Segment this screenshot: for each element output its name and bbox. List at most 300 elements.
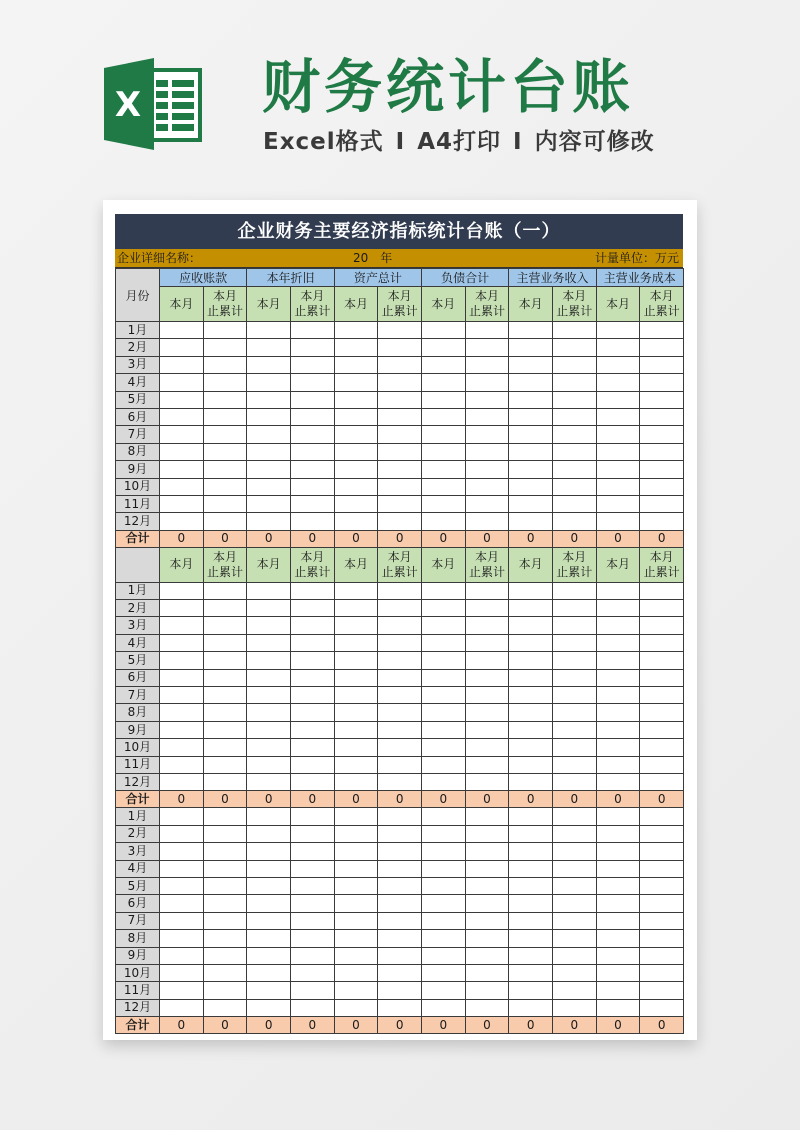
data-cell[interactable] bbox=[160, 756, 204, 773]
data-cell[interactable] bbox=[640, 582, 684, 599]
data-cell[interactable] bbox=[509, 808, 553, 825]
data-cell[interactable] bbox=[552, 582, 596, 599]
data-cell[interactable] bbox=[596, 461, 640, 478]
data-cell[interactable] bbox=[421, 860, 465, 877]
data-cell[interactable] bbox=[640, 825, 684, 842]
data-cell[interactable] bbox=[640, 652, 684, 669]
data-cell[interactable] bbox=[465, 808, 509, 825]
data-cell[interactable] bbox=[509, 426, 553, 443]
data-cell[interactable] bbox=[160, 877, 204, 894]
data-cell[interactable] bbox=[552, 739, 596, 756]
data-cell[interactable] bbox=[421, 947, 465, 964]
data-cell[interactable] bbox=[596, 860, 640, 877]
data-cell[interactable] bbox=[334, 322, 378, 339]
data-cell[interactable] bbox=[596, 478, 640, 495]
data-cell[interactable] bbox=[247, 808, 291, 825]
data-cell[interactable] bbox=[596, 947, 640, 964]
data-cell[interactable] bbox=[596, 739, 640, 756]
data-cell[interactable] bbox=[160, 860, 204, 877]
data-cell[interactable] bbox=[640, 947, 684, 964]
data-cell[interactable] bbox=[465, 669, 509, 686]
data-cell[interactable] bbox=[203, 912, 247, 929]
data-cell[interactable] bbox=[552, 634, 596, 651]
data-cell[interactable] bbox=[160, 843, 204, 860]
data-cell[interactable] bbox=[421, 582, 465, 599]
data-cell[interactable] bbox=[378, 721, 422, 738]
data-cell[interactable] bbox=[640, 513, 684, 530]
data-cell[interactable] bbox=[334, 600, 378, 617]
data-cell[interactable] bbox=[640, 912, 684, 929]
data-cell[interactable] bbox=[203, 634, 247, 651]
data-cell[interactable] bbox=[290, 704, 334, 721]
data-cell[interactable] bbox=[378, 947, 422, 964]
data-cell[interactable] bbox=[378, 773, 422, 790]
data-cell[interactable] bbox=[640, 495, 684, 512]
data-cell[interactable] bbox=[509, 860, 553, 877]
data-cell[interactable] bbox=[596, 408, 640, 425]
data-cell[interactable] bbox=[509, 843, 553, 860]
data-cell[interactable] bbox=[378, 634, 422, 651]
data-cell[interactable] bbox=[552, 495, 596, 512]
data-cell[interactable] bbox=[640, 721, 684, 738]
data-cell[interactable] bbox=[247, 912, 291, 929]
data-cell[interactable] bbox=[421, 443, 465, 460]
data-cell[interactable] bbox=[203, 947, 247, 964]
data-cell[interactable] bbox=[421, 356, 465, 373]
data-cell[interactable] bbox=[552, 426, 596, 443]
data-cell[interactable] bbox=[290, 999, 334, 1016]
data-cell[interactable] bbox=[203, 600, 247, 617]
data-cell[interactable] bbox=[596, 322, 640, 339]
data-cell[interactable] bbox=[465, 478, 509, 495]
data-cell[interactable] bbox=[203, 408, 247, 425]
data-cell[interactable] bbox=[378, 687, 422, 704]
data-cell[interactable] bbox=[509, 773, 553, 790]
data-cell[interactable] bbox=[378, 877, 422, 894]
data-cell[interactable] bbox=[378, 600, 422, 617]
data-cell[interactable] bbox=[203, 426, 247, 443]
data-cell[interactable] bbox=[334, 617, 378, 634]
data-cell[interactable] bbox=[334, 704, 378, 721]
data-cell[interactable] bbox=[334, 721, 378, 738]
data-cell[interactable] bbox=[160, 634, 204, 651]
data-cell[interactable] bbox=[160, 374, 204, 391]
data-cell[interactable] bbox=[640, 634, 684, 651]
data-cell[interactable] bbox=[160, 773, 204, 790]
data-cell[interactable] bbox=[552, 339, 596, 356]
data-cell[interactable] bbox=[247, 582, 291, 599]
data-cell[interactable] bbox=[203, 687, 247, 704]
data-cell[interactable] bbox=[160, 356, 204, 373]
data-cell[interactable] bbox=[596, 356, 640, 373]
data-cell[interactable] bbox=[334, 443, 378, 460]
data-cell[interactable] bbox=[509, 912, 553, 929]
data-cell[interactable] bbox=[378, 461, 422, 478]
data-cell[interactable] bbox=[160, 391, 204, 408]
data-cell[interactable] bbox=[290, 617, 334, 634]
data-cell[interactable] bbox=[465, 964, 509, 981]
data-cell[interactable] bbox=[334, 773, 378, 790]
data-cell[interactable] bbox=[421, 374, 465, 391]
data-cell[interactable] bbox=[290, 495, 334, 512]
data-cell[interactable] bbox=[421, 877, 465, 894]
data-cell[interactable] bbox=[509, 443, 553, 460]
data-cell[interactable] bbox=[334, 426, 378, 443]
data-cell[interactable] bbox=[509, 478, 553, 495]
data-cell[interactable] bbox=[203, 495, 247, 512]
data-cell[interactable] bbox=[552, 964, 596, 981]
data-cell[interactable] bbox=[552, 721, 596, 738]
data-cell[interactable] bbox=[378, 999, 422, 1016]
data-cell[interactable] bbox=[552, 982, 596, 999]
data-cell[interactable] bbox=[509, 982, 553, 999]
data-cell[interactable] bbox=[203, 391, 247, 408]
data-cell[interactable] bbox=[247, 652, 291, 669]
data-cell[interactable] bbox=[334, 669, 378, 686]
data-cell[interactable] bbox=[334, 461, 378, 478]
data-cell[interactable] bbox=[334, 408, 378, 425]
data-cell[interactable] bbox=[378, 339, 422, 356]
data-cell[interactable] bbox=[640, 895, 684, 912]
data-cell[interactable] bbox=[596, 391, 640, 408]
data-cell[interactable] bbox=[552, 443, 596, 460]
data-cell[interactable] bbox=[290, 895, 334, 912]
data-cell[interactable] bbox=[596, 513, 640, 530]
data-cell[interactable] bbox=[203, 704, 247, 721]
data-cell[interactable] bbox=[596, 374, 640, 391]
data-cell[interactable] bbox=[421, 461, 465, 478]
data-cell[interactable] bbox=[290, 773, 334, 790]
data-cell[interactable] bbox=[421, 617, 465, 634]
data-cell[interactable] bbox=[552, 652, 596, 669]
data-cell[interactable] bbox=[290, 426, 334, 443]
data-cell[interactable] bbox=[203, 739, 247, 756]
data-cell[interactable] bbox=[465, 408, 509, 425]
data-cell[interactable] bbox=[160, 478, 204, 495]
data-cell[interactable] bbox=[596, 704, 640, 721]
data-cell[interactable] bbox=[160, 669, 204, 686]
data-cell[interactable] bbox=[290, 443, 334, 460]
data-cell[interactable] bbox=[596, 426, 640, 443]
data-cell[interactable] bbox=[465, 634, 509, 651]
data-cell[interactable] bbox=[421, 982, 465, 999]
data-cell[interactable] bbox=[465, 322, 509, 339]
data-cell[interactable] bbox=[160, 426, 204, 443]
data-cell[interactable] bbox=[465, 825, 509, 842]
data-cell[interactable] bbox=[247, 426, 291, 443]
data-cell[interactable] bbox=[596, 600, 640, 617]
data-cell[interactable] bbox=[509, 721, 553, 738]
data-cell[interactable] bbox=[552, 912, 596, 929]
data-cell[interactable] bbox=[247, 339, 291, 356]
data-cell[interactable] bbox=[203, 721, 247, 738]
data-cell[interactable] bbox=[247, 964, 291, 981]
data-cell[interactable] bbox=[465, 495, 509, 512]
data-cell[interactable] bbox=[552, 773, 596, 790]
data-cell[interactable] bbox=[421, 600, 465, 617]
data-cell[interactable] bbox=[421, 825, 465, 842]
data-cell[interactable] bbox=[421, 808, 465, 825]
data-cell[interactable] bbox=[596, 808, 640, 825]
data-cell[interactable] bbox=[160, 704, 204, 721]
data-cell[interactable] bbox=[465, 461, 509, 478]
data-cell[interactable] bbox=[334, 339, 378, 356]
data-cell[interactable] bbox=[334, 634, 378, 651]
data-cell[interactable] bbox=[421, 999, 465, 1016]
data-cell[interactable] bbox=[421, 912, 465, 929]
data-cell[interactable] bbox=[334, 391, 378, 408]
data-cell[interactable] bbox=[552, 513, 596, 530]
data-cell[interactable] bbox=[334, 687, 378, 704]
data-cell[interactable] bbox=[640, 860, 684, 877]
data-cell[interactable] bbox=[465, 756, 509, 773]
data-cell[interactable] bbox=[465, 600, 509, 617]
data-cell[interactable] bbox=[160, 808, 204, 825]
data-cell[interactable] bbox=[203, 478, 247, 495]
data-cell[interactable] bbox=[465, 895, 509, 912]
data-cell[interactable] bbox=[596, 912, 640, 929]
data-cell[interactable] bbox=[596, 982, 640, 999]
data-cell[interactable] bbox=[378, 391, 422, 408]
data-cell[interactable] bbox=[640, 808, 684, 825]
data-cell[interactable] bbox=[552, 756, 596, 773]
data-cell[interactable] bbox=[378, 704, 422, 721]
data-cell[interactable] bbox=[203, 877, 247, 894]
data-cell[interactable] bbox=[203, 964, 247, 981]
data-cell[interactable] bbox=[552, 999, 596, 1016]
data-cell[interactable] bbox=[640, 773, 684, 790]
data-cell[interactable] bbox=[160, 721, 204, 738]
data-cell[interactable] bbox=[378, 322, 422, 339]
data-cell[interactable] bbox=[640, 374, 684, 391]
data-cell[interactable] bbox=[596, 877, 640, 894]
data-cell[interactable] bbox=[640, 930, 684, 947]
data-cell[interactable] bbox=[290, 356, 334, 373]
data-cell[interactable] bbox=[552, 356, 596, 373]
data-cell[interactable] bbox=[160, 895, 204, 912]
data-cell[interactable] bbox=[640, 443, 684, 460]
data-cell[interactable] bbox=[290, 964, 334, 981]
data-cell[interactable] bbox=[247, 461, 291, 478]
data-cell[interactable] bbox=[160, 443, 204, 460]
data-cell[interactable] bbox=[465, 739, 509, 756]
data-cell[interactable] bbox=[203, 374, 247, 391]
data-cell[interactable] bbox=[334, 513, 378, 530]
data-cell[interactable] bbox=[465, 582, 509, 599]
data-cell[interactable] bbox=[247, 634, 291, 651]
data-cell[interactable] bbox=[421, 391, 465, 408]
data-cell[interactable] bbox=[509, 964, 553, 981]
data-cell[interactable] bbox=[334, 912, 378, 929]
data-cell[interactable] bbox=[596, 721, 640, 738]
data-cell[interactable] bbox=[247, 513, 291, 530]
data-cell[interactable] bbox=[378, 825, 422, 842]
data-cell[interactable] bbox=[203, 860, 247, 877]
data-cell[interactable] bbox=[247, 374, 291, 391]
data-cell[interactable] bbox=[247, 687, 291, 704]
data-cell[interactable] bbox=[203, 999, 247, 1016]
data-cell[interactable] bbox=[640, 756, 684, 773]
data-cell[interactable] bbox=[378, 860, 422, 877]
data-cell[interactable] bbox=[640, 877, 684, 894]
data-cell[interactable] bbox=[421, 426, 465, 443]
data-cell[interactable] bbox=[509, 408, 553, 425]
data-cell[interactable] bbox=[203, 982, 247, 999]
data-cell[interactable] bbox=[203, 443, 247, 460]
data-cell[interactable] bbox=[509, 513, 553, 530]
data-cell[interactable] bbox=[509, 600, 553, 617]
data-cell[interactable] bbox=[203, 322, 247, 339]
data-cell[interactable] bbox=[465, 860, 509, 877]
data-cell[interactable] bbox=[465, 426, 509, 443]
data-cell[interactable] bbox=[378, 426, 422, 443]
data-cell[interactable] bbox=[334, 843, 378, 860]
data-cell[interactable] bbox=[509, 461, 553, 478]
data-cell[interactable] bbox=[640, 964, 684, 981]
data-cell[interactable] bbox=[203, 339, 247, 356]
data-cell[interactable] bbox=[290, 756, 334, 773]
data-cell[interactable] bbox=[247, 443, 291, 460]
data-cell[interactable] bbox=[378, 843, 422, 860]
data-cell[interactable] bbox=[160, 982, 204, 999]
data-cell[interactable] bbox=[596, 443, 640, 460]
data-cell[interactable] bbox=[247, 408, 291, 425]
data-cell[interactable] bbox=[378, 582, 422, 599]
data-cell[interactable] bbox=[334, 808, 378, 825]
year-label[interactable]: 20 年 bbox=[353, 251, 393, 265]
data-cell[interactable] bbox=[334, 756, 378, 773]
data-cell[interactable] bbox=[421, 964, 465, 981]
data-cell[interactable] bbox=[596, 773, 640, 790]
data-cell[interactable] bbox=[247, 617, 291, 634]
data-cell[interactable] bbox=[421, 652, 465, 669]
data-cell[interactable] bbox=[160, 513, 204, 530]
data-cell[interactable] bbox=[465, 704, 509, 721]
data-cell[interactable] bbox=[290, 982, 334, 999]
data-cell[interactable] bbox=[509, 756, 553, 773]
data-cell[interactable] bbox=[247, 756, 291, 773]
data-cell[interactable] bbox=[334, 947, 378, 964]
data-cell[interactable] bbox=[334, 495, 378, 512]
data-cell[interactable] bbox=[203, 773, 247, 790]
data-cell[interactable] bbox=[465, 652, 509, 669]
data-cell[interactable] bbox=[509, 617, 553, 634]
data-cell[interactable] bbox=[596, 756, 640, 773]
data-cell[interactable] bbox=[465, 982, 509, 999]
data-cell[interactable] bbox=[378, 669, 422, 686]
data-cell[interactable] bbox=[203, 808, 247, 825]
data-cell[interactable] bbox=[247, 773, 291, 790]
data-cell[interactable] bbox=[509, 669, 553, 686]
data-cell[interactable] bbox=[509, 895, 553, 912]
data-cell[interactable] bbox=[247, 877, 291, 894]
data-cell[interactable] bbox=[640, 339, 684, 356]
data-cell[interactable] bbox=[509, 356, 553, 373]
data-cell[interactable] bbox=[596, 617, 640, 634]
data-cell[interactable] bbox=[596, 964, 640, 981]
data-cell[interactable] bbox=[334, 374, 378, 391]
data-cell[interactable] bbox=[552, 669, 596, 686]
data-cell[interactable] bbox=[509, 999, 553, 1016]
data-cell[interactable] bbox=[334, 825, 378, 842]
data-cell[interactable] bbox=[421, 513, 465, 530]
data-cell[interactable] bbox=[465, 773, 509, 790]
data-cell[interactable] bbox=[640, 843, 684, 860]
data-cell[interactable] bbox=[378, 617, 422, 634]
data-cell[interactable] bbox=[509, 947, 553, 964]
data-cell[interactable] bbox=[203, 461, 247, 478]
data-cell[interactable] bbox=[640, 982, 684, 999]
data-cell[interactable] bbox=[378, 895, 422, 912]
data-cell[interactable] bbox=[640, 600, 684, 617]
data-cell[interactable] bbox=[552, 930, 596, 947]
data-cell[interactable] bbox=[465, 721, 509, 738]
data-cell[interactable] bbox=[421, 495, 465, 512]
data-cell[interactable] bbox=[160, 912, 204, 929]
data-cell[interactable] bbox=[640, 999, 684, 1016]
data-cell[interactable] bbox=[290, 391, 334, 408]
data-cell[interactable] bbox=[247, 704, 291, 721]
data-cell[interactable] bbox=[378, 408, 422, 425]
data-cell[interactable] bbox=[552, 895, 596, 912]
data-cell[interactable] bbox=[203, 652, 247, 669]
data-cell[interactable] bbox=[160, 582, 204, 599]
data-cell[interactable] bbox=[290, 600, 334, 617]
data-cell[interactable] bbox=[552, 461, 596, 478]
data-cell[interactable] bbox=[290, 339, 334, 356]
data-cell[interactable] bbox=[465, 443, 509, 460]
data-cell[interactable] bbox=[465, 687, 509, 704]
data-cell[interactable] bbox=[160, 408, 204, 425]
data-cell[interactable] bbox=[640, 408, 684, 425]
data-cell[interactable] bbox=[552, 843, 596, 860]
data-cell[interactable] bbox=[290, 721, 334, 738]
data-cell[interactable] bbox=[509, 825, 553, 842]
data-cell[interactable] bbox=[203, 843, 247, 860]
data-cell[interactable] bbox=[378, 912, 422, 929]
data-cell[interactable] bbox=[247, 930, 291, 947]
data-cell[interactable] bbox=[334, 478, 378, 495]
data-cell[interactable] bbox=[290, 669, 334, 686]
data-cell[interactable] bbox=[640, 356, 684, 373]
data-cell[interactable] bbox=[465, 617, 509, 634]
data-cell[interactable] bbox=[465, 877, 509, 894]
data-cell[interactable] bbox=[334, 895, 378, 912]
data-cell[interactable] bbox=[552, 322, 596, 339]
data-cell[interactable] bbox=[509, 877, 553, 894]
data-cell[interactable] bbox=[334, 356, 378, 373]
data-cell[interactable] bbox=[334, 860, 378, 877]
data-cell[interactable] bbox=[290, 374, 334, 391]
data-cell[interactable] bbox=[247, 495, 291, 512]
data-cell[interactable] bbox=[465, 513, 509, 530]
data-cell[interactable] bbox=[552, 408, 596, 425]
data-cell[interactable] bbox=[552, 808, 596, 825]
data-cell[interactable] bbox=[247, 478, 291, 495]
data-cell[interactable] bbox=[552, 947, 596, 964]
data-cell[interactable] bbox=[290, 860, 334, 877]
data-cell[interactable] bbox=[465, 356, 509, 373]
data-cell[interactable] bbox=[640, 461, 684, 478]
data-cell[interactable] bbox=[334, 982, 378, 999]
data-cell[interactable] bbox=[247, 843, 291, 860]
data-cell[interactable] bbox=[160, 687, 204, 704]
data-cell[interactable] bbox=[509, 339, 553, 356]
data-cell[interactable] bbox=[596, 687, 640, 704]
data-cell[interactable] bbox=[290, 687, 334, 704]
data-cell[interactable] bbox=[247, 669, 291, 686]
data-cell[interactable] bbox=[203, 930, 247, 947]
